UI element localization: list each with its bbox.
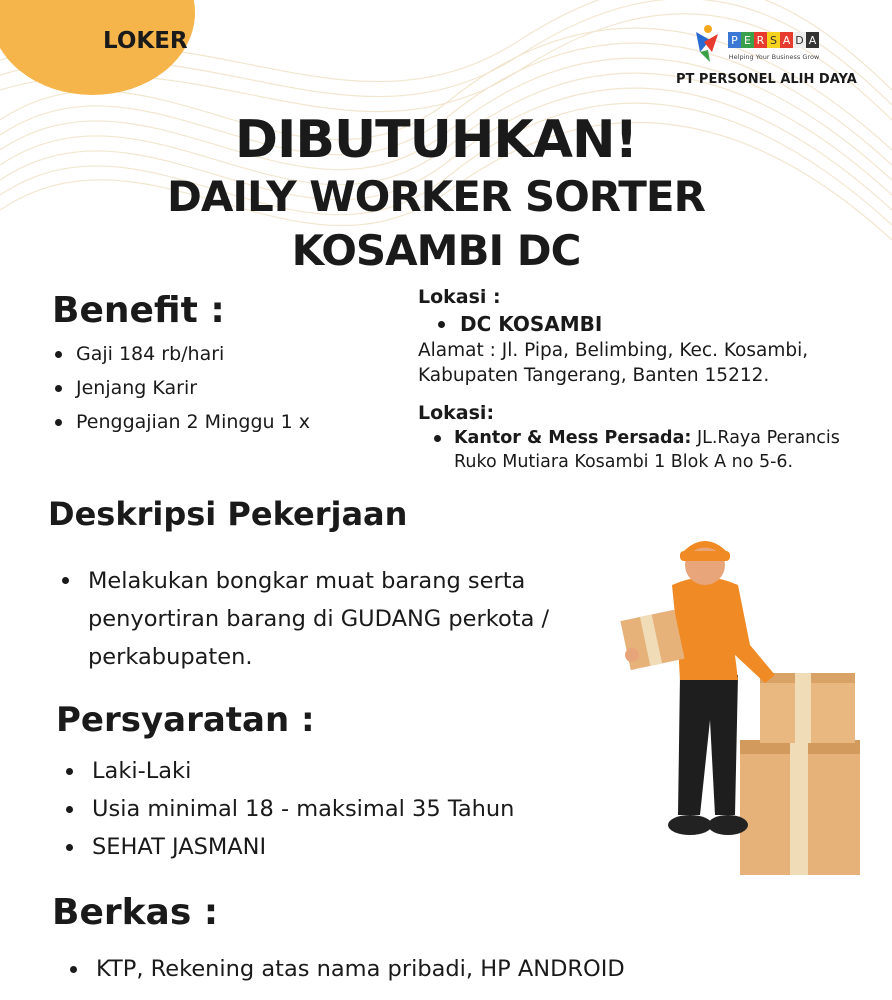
list-item: Penggajian 2 Minggu 1 x (52, 408, 310, 442)
benefit-list (52, 340, 310, 442)
list-item: KTP, Rekening atas nama pribadi, HP ANDROID (70, 952, 625, 986)
delivery-worker-illustration (610, 535, 870, 885)
svg-text:A: A (808, 34, 817, 47)
svg-text:R: R (756, 34, 765, 47)
title-line1: DIBUTUHKAN! (234, 110, 638, 170)
list-item: Gaji 184 rb/hari (52, 340, 310, 374)
svg-text:P: P (731, 34, 738, 47)
persyaratan-heading: Persyaratan : (56, 700, 315, 740)
deskripsi-list (62, 562, 582, 676)
lokasi-heading-2: Lokasi: (418, 402, 495, 424)
list-item: Laki-Laki (66, 754, 514, 792)
office-address: JL.Raya Perancis (691, 428, 840, 448)
list-item: Jenjang Karir (52, 374, 310, 408)
office-address-2: Ruko Mutiara Kosambi 1 Blok A no 5-6. (454, 452, 794, 472)
svg-text:D: D (795, 34, 804, 47)
company-name: PT PERSONEL ALIH DAYA (676, 72, 857, 87)
list-item: SEHAT JASMANI (66, 830, 514, 868)
address-line: Kabupaten Tangerang, Banten 15212. (418, 365, 770, 386)
location-section (418, 284, 892, 474)
list-item: Usia minimal 18 - maksimal 35 Tahun (66, 792, 514, 830)
berkas-list (70, 952, 625, 986)
list-item: Melakukan bongkar muat barang serta penyortiran barang di GUDANG perkota / perkabupaten. (62, 562, 582, 676)
berkas-heading: Berkas : (52, 892, 219, 933)
deskripsi-heading: Deskripsi Pekerjaan (48, 495, 408, 533)
persyaratan-list (66, 754, 514, 868)
office-label: Kantor & Mess Persada: (454, 428, 692, 448)
svg-text:S: S (770, 34, 777, 47)
lokasi-heading: Lokasi : (418, 286, 501, 308)
persada-logo (690, 22, 820, 74)
svg-text:A: A (782, 34, 791, 47)
loker-badge-label: LOKER (103, 28, 188, 54)
benefit-heading: Benefit : (52, 290, 225, 331)
title-line2: DAILY WORKER SORTER (167, 172, 705, 221)
svg-text:E: E (744, 34, 751, 47)
office-location (418, 426, 892, 450)
title-line3: KOSAMBI DC (291, 226, 581, 275)
office-address-line2 (418, 450, 892, 474)
persada-logo-icon (690, 22, 820, 70)
address-line: Alamat : Jl. Pipa, Belimbing, Kec. Kosambi, (418, 340, 809, 361)
lokasi-place: DC KOSAMBI (418, 310, 892, 338)
logo-tagline: Helping Your Business Grow (728, 53, 820, 61)
